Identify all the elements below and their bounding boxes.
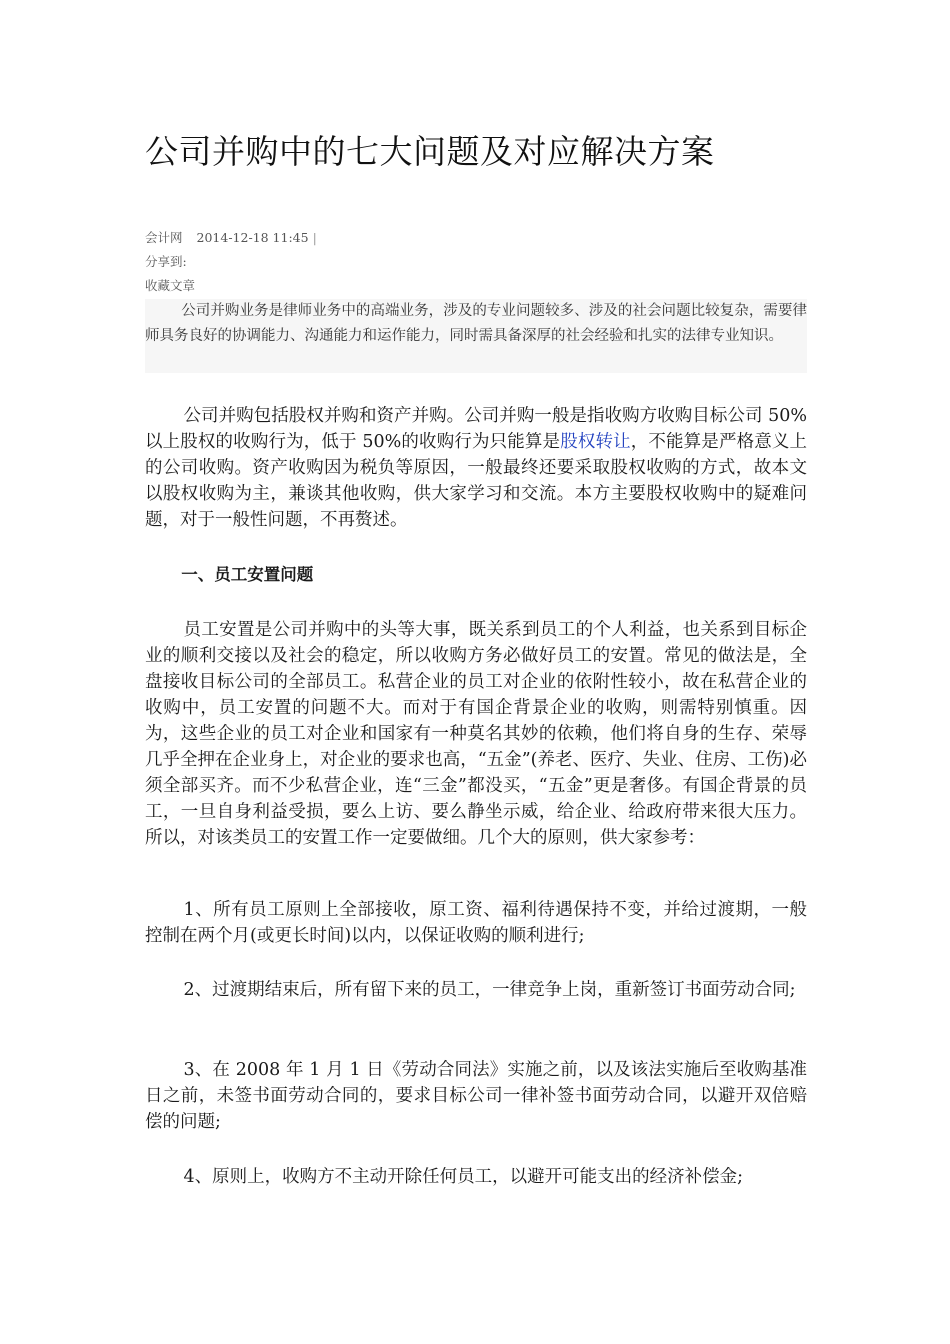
summary-text: 公司并购业务是律师业务中的高端业务，涉及的专业问题较多、涉及的社会问题比较复杂，需要律师具务良好的协调能力、沟通能力和运作能力，同时需具备深厚的社会经验和扎实的法律专业知识。	[145, 303, 807, 344]
list-item-1: 1、所有员工原则上全部接收，原工资、福利待遇保持不变，并给过渡期，一般控制在两个月(或更长时间)以内，以保证收购的顺利进行;	[145, 900, 807, 946]
intro-text-before-link: 公司并购包括股权并购和资产并购。公司并购一般是指收购方收购目标公司 50%以上股权的收购行为，低于 50%的收购行为只能算是	[145, 406, 807, 452]
article-meta	[145, 229, 317, 247]
bookmark-link[interactable]: 收藏文章	[145, 278, 196, 293]
equity-transfer-link[interactable]: 股权转让	[560, 432, 631, 452]
list-item-2: 2、过渡期结束后，所有留下来的员工，一律竞争上岗，重新签订书面劳动合同;	[183, 980, 796, 1000]
list-item-4: 4、原则上，收购方不主动开除任何员工，以避开可能支出的经济补偿金;	[183, 1167, 744, 1187]
article-summary	[145, 299, 807, 373]
share-label[interactable]: 分享到:	[145, 254, 187, 269]
publish-datetime: 2014-12-18 11:45	[196, 230, 309, 245]
article-title: 公司并购中的七大问题及对应解决方案	[145, 132, 715, 171]
section-paragraph: 员工安置是公司并购中的头等大事，既关系到员工的个人利益，也关系到目标企业的顺利交接以及社会的稳定，所以收购方务必做好员工的安置。常见的做法是，全盘接收目标公司的全部员工。私营企业的员工对企业的依附性较小，故在私营企业的收购中，员工安置的问题不大。而对于有国企背景企业的收购，则需特别慎重。因为，这些企业的员工对企业和国家有一种莫名其妙的依赖，他们将自身的生存、荣辱几乎全押在企业身上，对企业的要求也高，“五金”(养老、医疗、失业、住房、工伤)必须全部买齐。而不少私营企业，连“三金”都没买，“五金”更是奢侈。有国企背景的员工，一旦自身利益受损，要么上访、要么静坐示威，给企业、给政府带来很大压力。所以，对该类员工的安置工作一定要做细。几个大的原则，供大家参考：	[145, 620, 807, 848]
intro-paragraph	[145, 403, 807, 533]
intro-text-after-link: ，不能算是严格意义上的公司收购。资产收购因为税负等原因，一般最终还要采取股权收购的方式，故本文以股权收购为主，兼谈其他收购，供大家学习和交流。本方主要股权收购中的疑难问题，对于一般性问题，不再赘述。	[145, 432, 808, 530]
list-item-3: 3、在 2008 年 1 月 1 日《劳动合同法》实施之前，以及该法实施后至收购基准日之前，未签书面劳动合同的，要求目标公司一律补签书面劳动合同，以避开双倍赔偿的问题;	[145, 1060, 807, 1132]
meta-separator: |	[312, 230, 317, 245]
section-heading: 一、员工安置问题	[181, 565, 314, 584]
source-link[interactable]: 会计网	[145, 230, 183, 245]
